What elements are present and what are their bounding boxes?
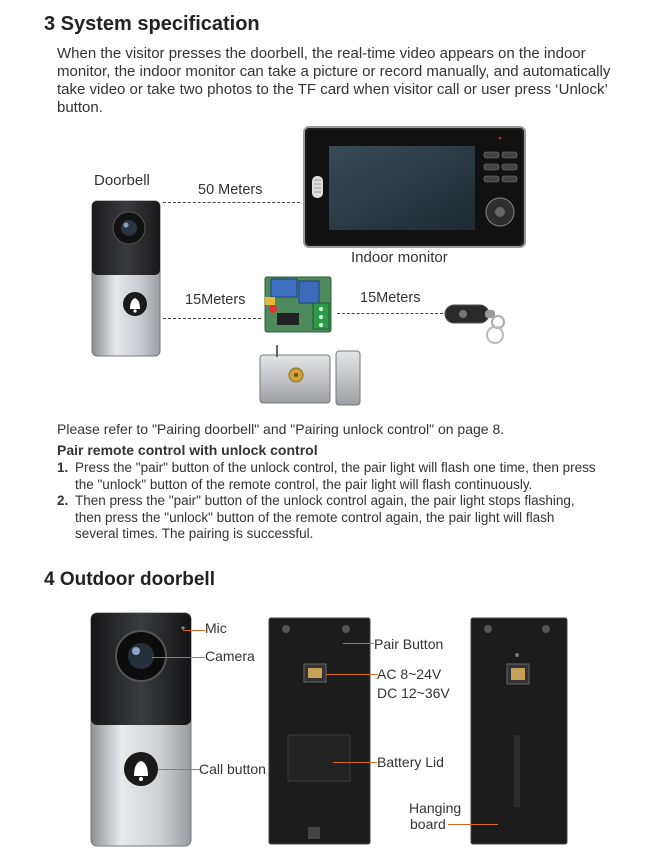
pairing-title: Pair remote control with unlock control [57,442,318,458]
connection-line-unlock [163,318,261,319]
indoor-monitor-image [303,126,526,248]
section-heading-system-spec: 3 System specification [44,13,260,35]
call-button-label: Call button [199,761,266,777]
unlock-control-board-image [263,273,333,335]
distance-remote-label: 15Meters [360,290,421,306]
step-number: 2. [57,493,69,508]
dc-voltage-label: DC 12~36V [377,685,450,701]
system-spec-intro: When the visitor presses the doorbell, the real-time video appears on the indoor monitor, the indoor monitor can take a picture or record manually, and automatically take video or take two photos to the TF card when visitor call or user press ‘Unlock’ button. [57,45,611,116]
indoor-monitor-label: Indoor monitor [351,249,448,266]
step-text: Then press the "pair" button of the unlock control again, the pair light stops flashing, then press the "unlock" button of the remote control again, the pair light will flash several times. The pairing is successful. [75,493,575,541]
system-diagram [0,120,650,420]
call-button-pointer-line [158,769,200,770]
pairing-step [57,460,597,493]
doorbell-back-image [268,617,371,845]
electric-lock-image [256,345,364,409]
hanging-board-label-line1: Hanging [409,800,462,816]
doorbell-front-image [90,612,192,847]
camera-pointer-line [152,657,205,658]
pairing-step [57,493,597,543]
pair-button-pointer-line [343,643,374,644]
distance-monitor-label: 50 Meters [198,182,263,198]
step-text: Press the "pair" button of the unlock control, the pair light will flash one time, then press the "unlock" button of the remote control, the pair light will flash continuously. [75,460,596,492]
distance-unlock-label: 15Meters [185,292,246,308]
mic-label: Mic [205,620,227,636]
connection-line-remote [337,313,443,314]
connection-line-monitor [163,202,300,203]
camera-label: Camera [205,648,255,664]
ac-voltage-label: AC 8~24V [377,666,442,682]
battery-lid-pointer-line [333,762,377,763]
remote-control-image [443,300,513,350]
battery-lid-label: Battery Lid [377,754,444,770]
section-heading-outdoor-doorbell: 4 Outdoor doorbell [44,569,215,590]
power-pointer-line [326,674,378,675]
pairing-steps-list [57,460,597,543]
step-number: 1. [57,460,69,475]
pairing-reference: Please refer to "Pairing doorbell" and "Pairing unlock control" on page 8. [57,421,505,437]
hanging-board-label-line2: board [410,816,446,832]
doorbell-label: Doorbell [94,172,150,189]
pair-button-label: Pair Button [374,636,444,652]
hanging-board-pointer-line [448,824,498,825]
mic-pointer-line [183,630,205,631]
doorbell-device-image [91,200,161,357]
hanging-board-image [470,617,568,845]
